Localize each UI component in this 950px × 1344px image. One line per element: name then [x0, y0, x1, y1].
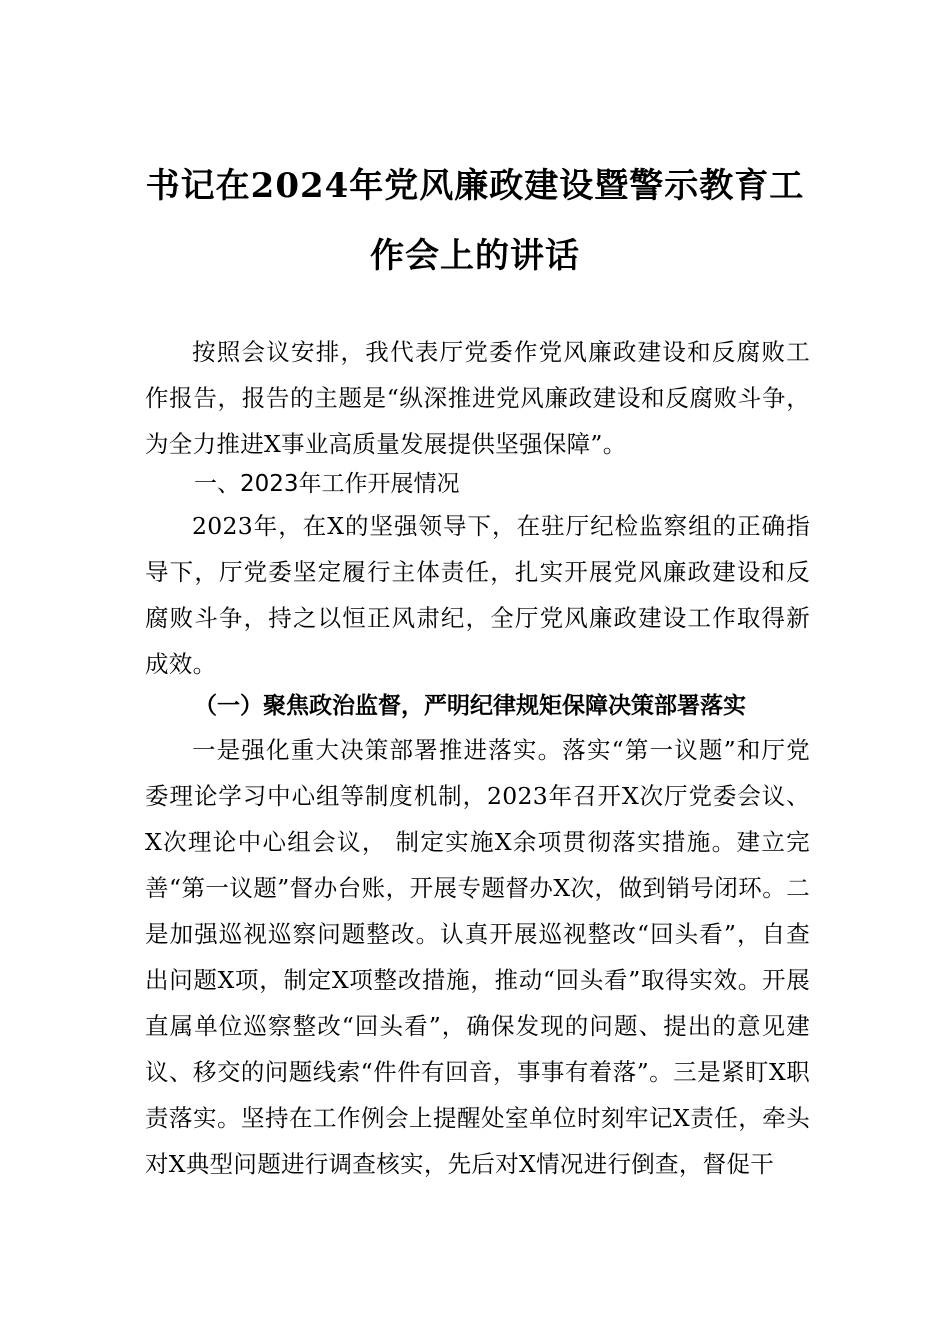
section-1-paragraph: 2023年，在X的坚强领导下，在驻厅纪检监察组的正确指导下，厅党委坚定履行主体责任，扎实开展党风廉政建设和反腐败斗争，持之以恒正风肃纪，全厅党风廉政建设工作取得新成效。 — [145, 512, 810, 678]
subsection-1-paragraph: 一是强化重大决策部署推进落实。落实“第一议题”和厅党委理论学习中心组等制度机制，2023年召开X次厅党委会议、X次理论中心组会议， 制定实施X余项贯彻落实措施。建立完善“第一议题”督办台账，开展专题督办X次，做到销号闭环。二是加强巡视巡察问题整改。认真开展巡视整改“回头看”，自查出问题X项，制定X项整改措施，推动“回头看”取得实效。开展直属单位巡察整改“回头看”，确保发现的问题、提出的意见建议、移交的问题线索“件件有回音，事事有着落”。三是紧盯X职责落实。坚持在工作例会上提醒处室单位时刻牢记X责任，牵头对X典型问题进行调查核实，先后对X情况进行倒查，督促干 — [145, 736, 810, 1178]
document-title-line-2: 作会上的讲话 — [370, 236, 580, 276]
intro-paragraph: 按照会议安排，我代表厅党委作党风廉政建设和反腐败工作报告，报告的主题是“纵深推进党风廉政建设和反腐败斗争，为全力推进X事业高质量发展提供坚强保障”。 — [145, 338, 810, 458]
document-title-line-1: 书记在2024年党风廉政建设暨警示教育工 — [145, 166, 805, 206]
section-heading-1: 一、2023年工作开展情况 — [194, 471, 460, 497]
subsection-heading-1: （一）聚焦政治监督，严明纪律规矩保障决策部署落实 — [194, 692, 746, 719]
